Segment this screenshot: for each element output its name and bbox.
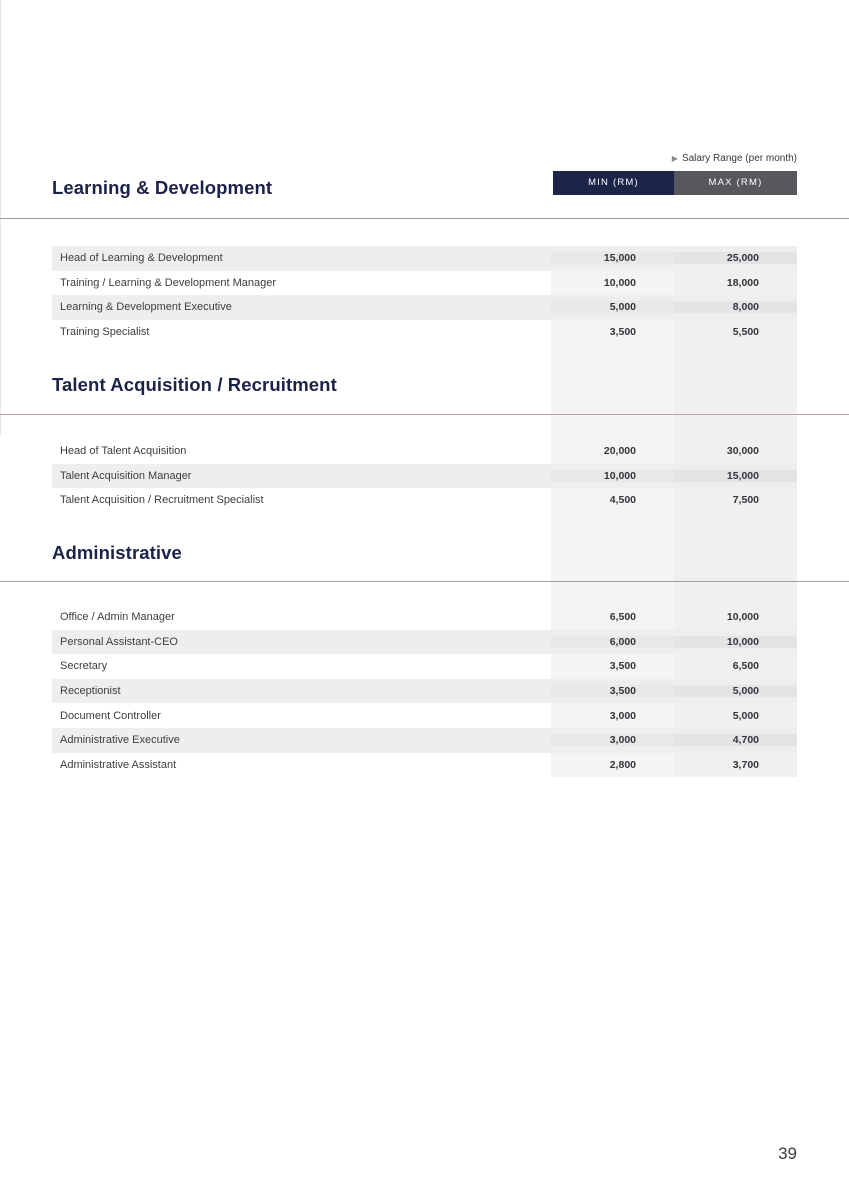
min-salary: 3,500 (551, 685, 674, 697)
min-salary: 3,000 (609, 709, 636, 722)
job-title: Head of Learning & Development (60, 252, 223, 265)
max-column-header: MAX (RM) (674, 171, 797, 195)
job-title: Training / Learning & Development Manager (60, 276, 277, 289)
learning-development-table (52, 246, 797, 344)
job-title: Document Controller (60, 709, 161, 722)
max-salary: 18,000 (726, 276, 759, 289)
table-row (52, 703, 797, 728)
max-salary: 8,000 (674, 301, 797, 313)
max-salary: 5,000 (674, 685, 797, 697)
table-row (52, 295, 797, 320)
table-row (52, 728, 797, 753)
max-salary: 5,500 (732, 326, 759, 339)
min-salary: 3,500 (609, 660, 636, 673)
job-title: Learning & Development Executive (60, 301, 232, 314)
max-salary: 7,500 (732, 494, 759, 507)
max-salary: 6,500 (732, 660, 759, 673)
job-title: Training Specialist (60, 326, 150, 339)
section-title-learning-development: Learning & Development (52, 177, 273, 198)
job-title: Administrative Executive (60, 734, 180, 747)
job-title: Head of Talent Acquisition (60, 445, 187, 458)
min-salary: 10,000 (603, 276, 636, 289)
page-number: 39 (778, 1144, 797, 1163)
max-salary: 30,000 (726, 445, 759, 458)
table-row (52, 679, 797, 704)
job-title: Secretary (60, 660, 108, 673)
salary-range-note (672, 153, 797, 164)
job-title: Administrative Assistant (60, 758, 177, 771)
min-salary: 3,500 (609, 326, 636, 339)
table-row (52, 605, 797, 630)
job-title: Talent Acquisition / Recruitment Specialist (60, 494, 264, 507)
min-salary: 15,000 (551, 252, 674, 264)
max-salary: 3,700 (732, 758, 759, 771)
section-title-talent-acquisition: Talent Acquisition / Recruitment (52, 374, 337, 395)
max-salary: 10,000 (726, 611, 759, 624)
min-salary: 3,000 (551, 734, 674, 746)
min-salary: 6,000 (551, 636, 674, 648)
job-title: Office / Admin Manager (60, 611, 175, 624)
min-salary: 10,000 (551, 470, 674, 482)
min-salary: 5,000 (551, 301, 674, 313)
administrative-table (52, 605, 797, 777)
section-title-administrative: Administrative (52, 542, 182, 563)
job-title: Personal Assistant-CEO (60, 635, 178, 648)
table-row (52, 439, 797, 464)
min-salary: 20,000 (603, 445, 636, 458)
job-title: Talent Acquisition Manager (60, 469, 192, 482)
triangle-right-icon: ▶ (671, 154, 678, 163)
table-row (52, 464, 797, 489)
table-row (52, 271, 797, 296)
table-row (52, 246, 797, 271)
job-title: Receptionist (60, 685, 121, 698)
talent-acquisition-table (52, 439, 797, 513)
section-divider (0, 218, 849, 219)
table-row (52, 753, 797, 778)
section-divider (0, 581, 849, 582)
section-divider (0, 414, 849, 415)
table-row (52, 488, 797, 513)
table-row (52, 320, 797, 345)
min-salary: 2,800 (609, 758, 636, 771)
max-salary: 5,000 (732, 709, 759, 722)
table-row (52, 630, 797, 655)
min-column-header: MIN (RM) (553, 171, 674, 195)
max-salary: 10,000 (674, 636, 797, 648)
min-salary: 4,500 (609, 494, 636, 507)
max-salary: 15,000 (674, 470, 797, 482)
table-row (52, 654, 797, 679)
min-salary: 6,500 (609, 611, 636, 624)
max-salary: 4,700 (674, 734, 797, 746)
max-salary: 25,000 (674, 252, 797, 264)
salary-range-label: Salary Range (per month) (681, 153, 797, 164)
